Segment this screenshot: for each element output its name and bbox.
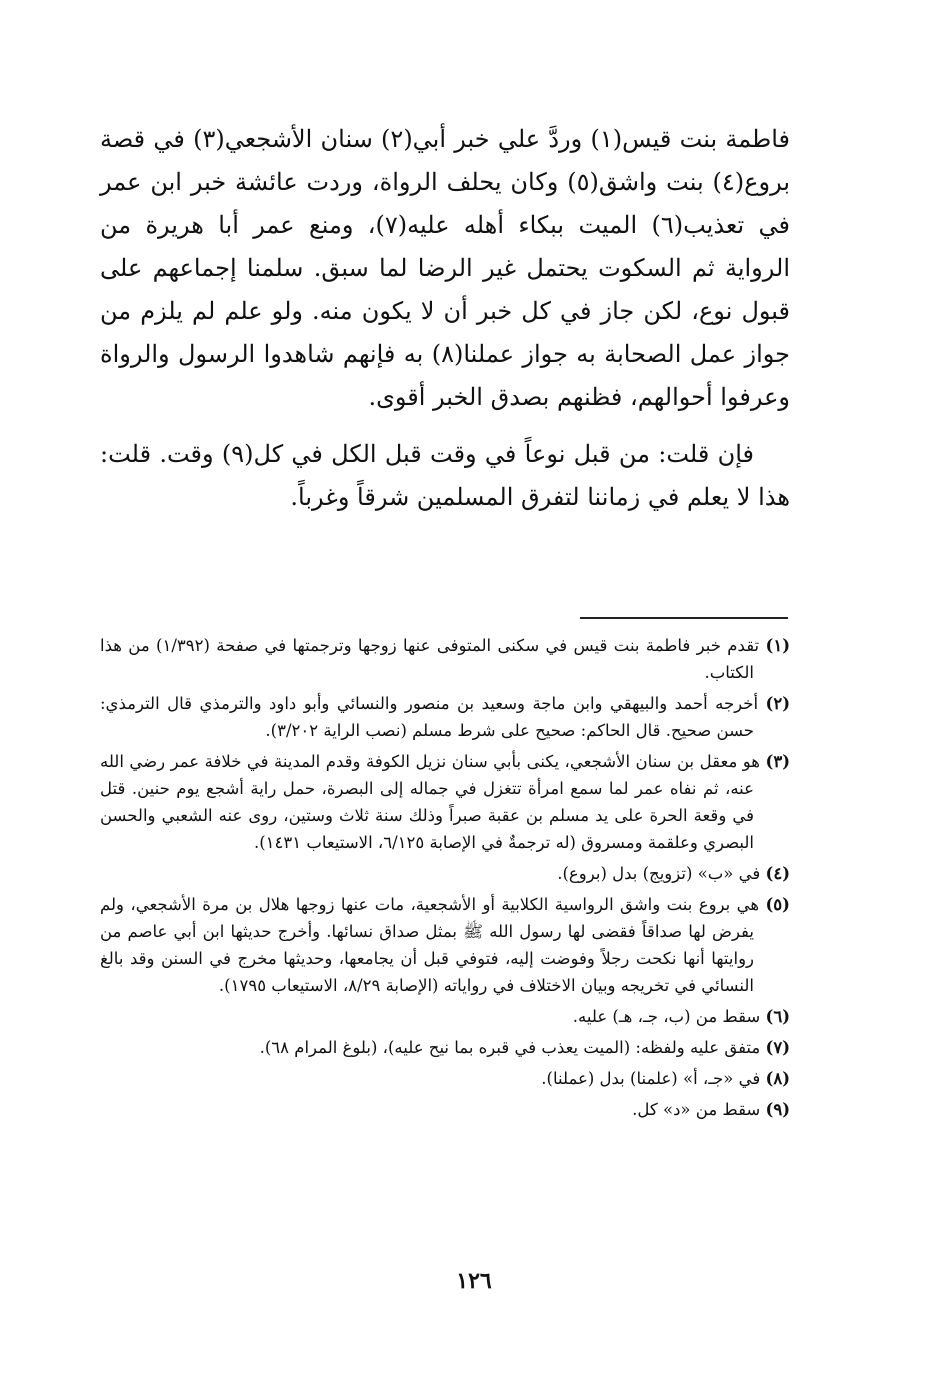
footnote-text: سقط من «د» كل. xyxy=(632,1100,761,1119)
footnote-number: (٢) xyxy=(765,694,790,713)
footnote-text: هو معقل بن سنان الأشجعي، يكنى بأبي سنان نزيل الكوفة وقدم المدينة في خلافة عمر رضي الله عنه، ثم نفاه عمر لما سمع امرأة تتغزل في جماله إلى البصرة، حمل راية أشجع يوم حنين. قتل في وقعة الحرة على يد مسلم بن عقبة صبراً وذلك سنة ثلاث وستين، روى عنه الشعبي والحسن البصري وعلقمة ومسروق (له ترجمةٌ في الإصابة ٦/١٢٥، الاستيعاب ١٤٣١). xyxy=(100,752,760,852)
footnote-number: (٣) xyxy=(765,752,790,771)
footnote-number: (١) xyxy=(765,636,790,655)
footnote xyxy=(100,860,790,887)
footnote xyxy=(100,1065,790,1092)
footnote xyxy=(100,1003,790,1030)
footnote-separator xyxy=(580,617,788,619)
footnote-number: (٥) xyxy=(765,895,790,914)
footnote-number: (٤) xyxy=(765,864,790,883)
footnote-text: هي بروع بنت واشق الرواسية الكلابية أو الأشجعية، مات عنها زوجها هلال بن مرة الأشجعي، ولم يفرض لها صداقاً فقضى لها رسول الله ﷺ بمثل صداق نسائها. وأخرج حديثها ابن أبي عاصم من روايتها أنها نكحت رجلاً وفوضت إليه، فتوفي قبل أن يجامعها، وحديثها مخرج في السنن وقد بالغ النسائي في تخريجه وبيان الاختلاف في رواياته (الإصابة ٨/٢٩، الاستيعاب ١٧٩٥). xyxy=(100,895,760,995)
footnote-text: أخرجه أحمد والبيهقي وابن ماجة وسعيد بن منصور والنسائي وأبو داود والترمذي قال الترمذي: حسن صحيح. قال الحاكم: صحيح على شرط مسلم (نصب الراية ٣/٢٠٢). xyxy=(100,694,759,740)
footnote xyxy=(100,1096,790,1123)
footnote-text: تقدم خبر فاطمة بنت قيس في سكنى المتوفى عنها زوجها وترجمتها في صفحة (١/٣٩٢) من هذا الكتاب. xyxy=(100,636,760,682)
footnote xyxy=(100,748,790,856)
footnote xyxy=(100,1034,790,1061)
footnote-number: (٨) xyxy=(765,1069,790,1088)
footnote xyxy=(100,690,790,744)
paragraph: فإن قلت: من قبل نوعاً في وقت قبل الكل في كل(٩) وقت. قلت: هذا لا يعلم في زماننا لتفرق المسلمين شرقاً وغرباً. xyxy=(100,440,790,511)
paragraph: فاطمة بنت قيس(١) وردَّ علي خبر أبي(٢) سنان الأشجعي(٣) في قصة بروع(٤) بنت واشق(٥) وكان يحلف الرواة، وردت عائشة خبر ابن عمر في تعذيب(٦) الميت ببكاء أهله عليه(٧)، ومنع عمر أبا هريرة من الرواية ثم السكوت يحتمل غير الرضا لما سبق. سلمنا إجماعهم على قبول نوع، لكن جاز في كل خبر أن لا يكون منه. ولو علم لم يلزم من جواز عمل الصحابة به جواز عملنا(٨) به فإنهم شاهدوا الرسول والرواة وعرفوا أحوالهم، فظنهم بصدق الخبر أقوى. xyxy=(100,125,790,411)
page-number: ١٢٦ xyxy=(456,1268,492,1294)
footnote-text: سقط من (ب، جـ، هـ) عليه. xyxy=(572,1007,761,1026)
footnote-text: متفق عليه ولفظه: (الميت يعذب في قبره بما نيح عليه)، (بلوغ المرام ٦٨). xyxy=(259,1038,761,1057)
footnote xyxy=(100,632,790,686)
main-text xyxy=(100,118,790,519)
footnote-number: (٩) xyxy=(765,1100,790,1119)
footnote-number: (٦) xyxy=(765,1007,790,1026)
footnote-number: (٧) xyxy=(765,1038,790,1057)
footnote xyxy=(100,891,790,999)
footnote-text: في «ب» (تزويج) بدل (بروع). xyxy=(557,864,761,883)
footnotes xyxy=(100,632,790,1127)
footnote-text: في «جـ، أ» (علمنا) بدل (عملنا). xyxy=(541,1069,761,1088)
